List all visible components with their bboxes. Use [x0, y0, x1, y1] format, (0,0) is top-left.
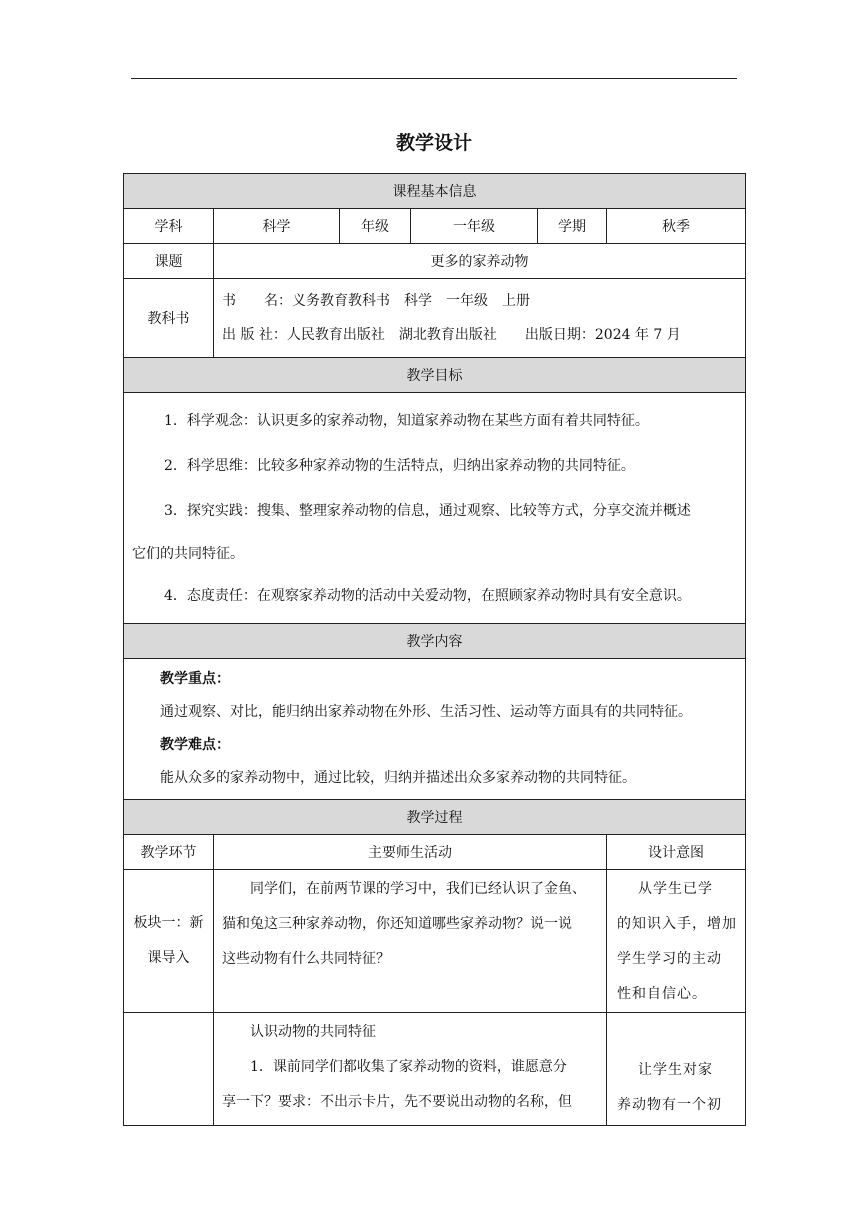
- activity-line: 同学们，在前两节课的学习中，我们已经认识了金鱼、: [250, 881, 586, 897]
- col-stage-header: 教学环节: [124, 835, 214, 870]
- intent-line: 养动物有一个初: [617, 1097, 722, 1113]
- lesson-plan-table: [123, 173, 746, 1126]
- subject-value: 科学: [214, 209, 340, 244]
- content-header: 教学内容: [124, 624, 746, 659]
- activity-line: 这些动物有什么共同特征？: [222, 951, 390, 967]
- intent-line: 学生学习的主动: [617, 951, 722, 967]
- difficulty-text: 能从众多的家养动物中，通过比较，归纳并描述出众多家养动物的共同特征。: [160, 770, 636, 786]
- content-body: [124, 659, 746, 800]
- intent-line: 性和自信心。: [617, 986, 707, 1002]
- book-name-line: 书 名：义务教育教科书 科学 一年级 上册: [222, 293, 530, 309]
- topic-label: 课题: [124, 244, 214, 279]
- intent-line: 的知识入手，增加: [617, 916, 737, 932]
- basic-info-header: 课程基本信息: [124, 174, 746, 209]
- document-title: 教学设计: [395, 132, 472, 154]
- activity-line: 享一下？要求：不出示卡片，先不要说出动物的名称，但: [222, 1094, 572, 1110]
- objective-item: 3．探究实践：搜集、整理家养动物的信息，通过观察、比较等方式，分享交流并概述: [164, 503, 691, 519]
- objectives-body: [124, 393, 746, 624]
- header-rule: [131, 78, 737, 79]
- grade-label: 年级: [340, 209, 411, 244]
- publisher-line: 出 版 社：人民教育出版社 湖北教育出版社 出版日期：2024 年 7 月: [222, 327, 681, 343]
- activity-line: 认识动物的共同特征: [250, 1024, 376, 1040]
- intent-cell: [607, 1013, 746, 1126]
- objectives-header: 教学目标: [124, 358, 746, 393]
- stage-line: 课导入: [147, 950, 190, 966]
- key-point-text: 通过观察、对比，能归纳出家养动物在外形、生活习性、运动等方面具有的共同特征。: [160, 704, 692, 720]
- activity-cell: [214, 870, 607, 1013]
- difficulty-label: 教学难点：: [160, 737, 230, 753]
- subject-label: 学科: [124, 209, 214, 244]
- objective-item: 2．科学思维：比较多种家养动物的生活特点，归纳出家养动物的共同特征。: [164, 458, 635, 474]
- activity-line: 猫和兔这三种家养动物，你还知道哪些家养动物？说一说: [222, 916, 572, 932]
- col-activity-header: 主要师生活动: [214, 835, 607, 870]
- activity-cell: [214, 1013, 607, 1126]
- objective-item-continued: 它们的共同特征。: [132, 546, 244, 562]
- col-intent-header: 设计意图: [607, 835, 746, 870]
- stage-cell: [124, 870, 214, 1013]
- topic-value: 更多的家养动物: [214, 244, 746, 279]
- intent-cell: [607, 870, 746, 1013]
- stage-line: 板块一：新: [133, 915, 204, 931]
- objective-item: 4．态度责任：在观察家养动物的活动中关爱动物，在照顾家养动物时具有安全意识。: [164, 588, 691, 604]
- activity-line: 1．课前同学们都收集了家养动物的资料，谁愿意分: [250, 1059, 567, 1075]
- stage-cell-empty: [124, 1013, 214, 1126]
- grade-value: 一年级: [411, 209, 538, 244]
- process-header: 教学过程: [124, 800, 746, 835]
- term-label: 学期: [538, 209, 607, 244]
- textbook-info: [214, 279, 746, 358]
- key-point-label: 教学重点：: [160, 671, 230, 687]
- intent-line: 让学生对家: [638, 1062, 713, 1078]
- intent-line: 从学生已学: [638, 881, 713, 897]
- textbook-label: 教科书: [124, 279, 214, 358]
- objective-item: 1．科学观念：认识更多的家养动物，知道家养动物在某些方面有着共同特征。: [164, 413, 649, 429]
- term-value: 秋季: [607, 209, 746, 244]
